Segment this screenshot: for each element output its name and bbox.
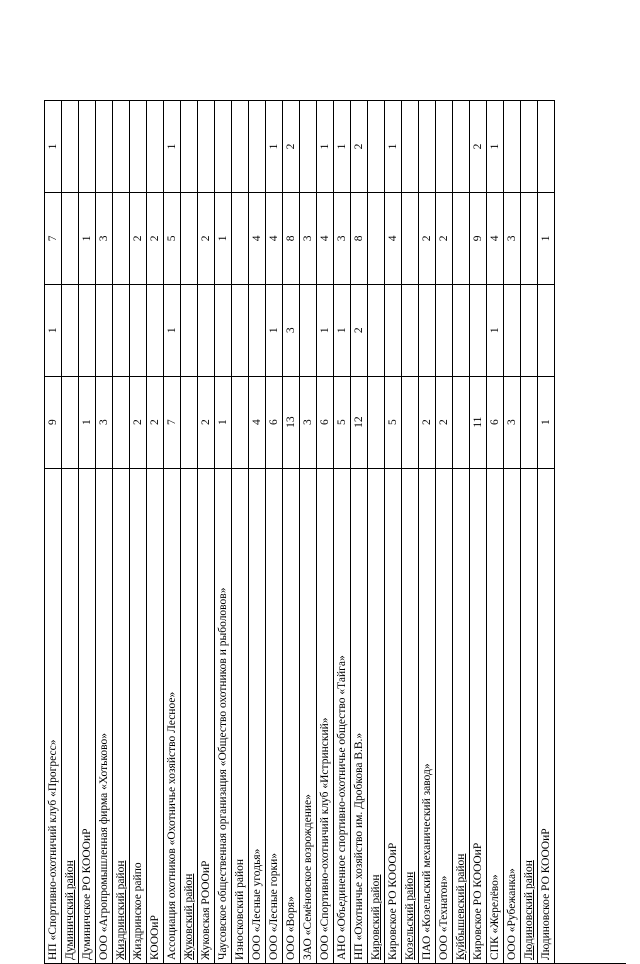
- value-cell-col3: [402, 192, 418, 284]
- value-cell-col3: 4: [487, 192, 503, 284]
- district-name-cell: Жиздринский район: [113, 468, 129, 963]
- district-name-cell: Куйбышевский район: [453, 468, 469, 963]
- organization-name-cell: Людиновское РО КОООиР: [538, 468, 554, 963]
- value-cell-col2: [538, 284, 554, 376]
- table-row: [487, 100, 504, 963]
- table-row: [351, 100, 368, 963]
- value-cell-col1: [181, 376, 197, 468]
- table-row: [504, 100, 521, 963]
- value-cell-col2: [130, 284, 146, 376]
- value-cell-col2: [521, 284, 537, 376]
- value-cell-col4: [113, 100, 129, 192]
- value-cell-col4: 1: [45, 100, 61, 192]
- value-cell-col1: 1: [79, 376, 95, 468]
- organization-name-cell: ООО «Лесные угодья»: [249, 468, 265, 963]
- value-cell-col4: [504, 100, 520, 192]
- table-row: [249, 100, 266, 963]
- value-cell-col2: [436, 284, 452, 376]
- value-cell-col1: 7: [164, 376, 180, 468]
- value-cell-col3: 5: [164, 192, 180, 284]
- district-name-cell: Людиновский район: [521, 468, 537, 963]
- organization-name-cell: Думиничское РО КОООиР: [79, 468, 95, 963]
- value-cell-col1: [521, 376, 537, 468]
- table-row: [283, 100, 300, 963]
- table-row: [45, 100, 62, 963]
- value-cell-col3: 3: [504, 192, 520, 284]
- value-cell-col3: [62, 192, 78, 284]
- value-cell-col4: [79, 100, 95, 192]
- value-cell-col4: 2: [470, 100, 486, 192]
- value-cell-col1: 1: [215, 376, 231, 468]
- organization-name-cell: ООО «Воря»: [283, 468, 299, 963]
- table-row: [334, 100, 351, 963]
- value-cell-col2: [368, 284, 384, 376]
- district-header-row: [521, 100, 538, 963]
- value-cell-col1: [113, 376, 129, 468]
- value-cell-col4: 1: [164, 100, 180, 192]
- value-cell-col1: 9: [45, 376, 61, 468]
- value-cell-col2: [385, 284, 401, 376]
- organization-name-cell: ООО «Технатон»: [436, 468, 452, 963]
- organization-name-cell: ПАО «Козельский механический завод»: [419, 468, 435, 963]
- value-cell-col4: 1: [317, 100, 333, 192]
- table-row: [232, 100, 249, 963]
- value-cell-col1: 2: [436, 376, 452, 468]
- value-cell-col4: [300, 100, 316, 192]
- value-cell-col2: [504, 284, 520, 376]
- value-cell-col1: 5: [334, 376, 350, 468]
- organization-name-cell: ООО «Рубежанка»: [504, 468, 520, 963]
- table-row: [419, 100, 436, 963]
- value-cell-col4: [419, 100, 435, 192]
- organization-name-cell: ООО «Лесные горки»: [266, 468, 282, 963]
- value-cell-col2: [79, 284, 95, 376]
- organization-name-cell: ЗАО «Семёновское возрождение»: [300, 468, 316, 963]
- value-cell-col4: [147, 100, 163, 192]
- organization-name-cell: Жуковская РОООиР: [198, 468, 214, 963]
- value-cell-col2: [300, 284, 316, 376]
- value-cell-col4: 1: [266, 100, 282, 192]
- value-cell-col3: 3: [96, 192, 112, 284]
- value-cell-col3: 1: [538, 192, 554, 284]
- value-cell-col2: 2: [351, 284, 367, 376]
- value-cell-col3: 8: [351, 192, 367, 284]
- value-cell-col3: 1: [79, 192, 95, 284]
- value-cell-col1: 6: [266, 376, 282, 468]
- value-cell-col2: [147, 284, 163, 376]
- organization-name-cell: ООО «Агропромышленная фирма «Хотьково»: [96, 468, 112, 963]
- value-cell-col3: 4: [266, 192, 282, 284]
- value-cell-col1: [368, 376, 384, 468]
- value-cell-col2: 1: [45, 284, 61, 376]
- organization-name-cell: Чаусовское общественная организация «Общество охотников и рыболовов»: [215, 468, 231, 963]
- district-header-row: [113, 100, 130, 963]
- value-cell-col2: 3: [283, 284, 299, 376]
- table-row: [317, 100, 334, 963]
- value-cell-col2: [249, 284, 265, 376]
- value-cell-col3: 2: [147, 192, 163, 284]
- value-cell-col4: 1: [334, 100, 350, 192]
- value-cell-col3: 4: [249, 192, 265, 284]
- value-cell-col2: [113, 284, 129, 376]
- value-cell-col1: 11: [470, 376, 486, 468]
- table-row: [130, 100, 147, 963]
- value-cell-col3: [181, 192, 197, 284]
- value-cell-col4: 2: [351, 100, 367, 192]
- organization-name-cell: Кировское РО КОООиР: [470, 468, 486, 963]
- value-cell-col2: 1: [266, 284, 282, 376]
- value-cell-col3: 7: [45, 192, 61, 284]
- value-cell-col4: [453, 100, 469, 192]
- value-cell-col2: 1: [317, 284, 333, 376]
- value-cell-col1: 13: [283, 376, 299, 468]
- value-cell-col3: 2: [198, 192, 214, 284]
- table-row: [385, 100, 402, 963]
- value-cell-col3: [232, 192, 248, 284]
- value-cell-col2: 1: [334, 284, 350, 376]
- district-name-cell: Думиничский район: [62, 468, 78, 963]
- organization-name-cell: НП «Охотничье хозяйство им. Дробкова В.В.»: [351, 468, 367, 963]
- value-cell-col3: [521, 192, 537, 284]
- value-cell-col1: [62, 376, 78, 468]
- value-cell-col2: [232, 284, 248, 376]
- value-cell-col1: 3: [504, 376, 520, 468]
- value-cell-col4: [96, 100, 112, 192]
- value-cell-col3: 4: [317, 192, 333, 284]
- value-cell-col1: 4: [249, 376, 265, 468]
- value-cell-col4: 1: [385, 100, 401, 192]
- value-cell-col4: [232, 100, 248, 192]
- value-cell-col4: [249, 100, 265, 192]
- value-cell-col1: [453, 376, 469, 468]
- value-cell-col4: [198, 100, 214, 192]
- value-cell-col1: 5: [385, 376, 401, 468]
- table-row: [164, 100, 181, 963]
- value-cell-col1: 3: [96, 376, 112, 468]
- organization-name-cell: Кировское РО КОООиР: [385, 468, 401, 963]
- value-cell-col4: [130, 100, 146, 192]
- table-row: [147, 100, 164, 963]
- value-cell-col3: 3: [300, 192, 316, 284]
- value-cell-col1: 2: [198, 376, 214, 468]
- organization-name-cell: КОООиР: [147, 468, 163, 963]
- value-cell-col1: 2: [147, 376, 163, 468]
- value-cell-col4: [215, 100, 231, 192]
- table-row: [215, 100, 232, 963]
- value-cell-col2: [402, 284, 418, 376]
- value-cell-col3: 9: [470, 192, 486, 284]
- value-cell-col4: 1: [487, 100, 503, 192]
- value-cell-col1: [232, 376, 248, 468]
- value-cell-col4: [521, 100, 537, 192]
- value-cell-col4: [402, 100, 418, 192]
- value-cell-col4: [436, 100, 452, 192]
- district-name-cell: Кировский район: [368, 468, 384, 963]
- district-header-row: [453, 100, 470, 963]
- table-row: [436, 100, 453, 963]
- value-cell-col3: [453, 192, 469, 284]
- value-cell-col4: [368, 100, 384, 192]
- value-cell-col2: [62, 284, 78, 376]
- value-cell-col4: [181, 100, 197, 192]
- value-cell-col1: 6: [487, 376, 503, 468]
- value-cell-col4: [62, 100, 78, 192]
- value-cell-col1: 2: [419, 376, 435, 468]
- hunting-organizations-table: [44, 100, 626, 964]
- value-cell-col3: [368, 192, 384, 284]
- table-row: [538, 100, 555, 963]
- organization-name-cell: ООО «Спортивно-охотничий клуб «Истринский»: [317, 468, 333, 963]
- district-header-row: [368, 100, 385, 963]
- value-cell-col3: 2: [436, 192, 452, 284]
- value-cell-col1: 12: [351, 376, 367, 468]
- value-cell-col3: 8: [283, 192, 299, 284]
- value-cell-col4: 2: [283, 100, 299, 192]
- value-cell-col1: [402, 376, 418, 468]
- organization-name-cell: Жиздринское райпо: [130, 468, 146, 963]
- value-cell-col2: [96, 284, 112, 376]
- value-cell-col2: [453, 284, 469, 376]
- value-cell-col2: [215, 284, 231, 376]
- value-cell-col2: [198, 284, 214, 376]
- table-row: [266, 100, 283, 963]
- table-row: [300, 100, 317, 963]
- value-cell-col1: 2: [130, 376, 146, 468]
- value-cell-col3: 2: [419, 192, 435, 284]
- organization-name-cell: СПК «Жерелёво»: [487, 468, 503, 963]
- value-cell-col2: 1: [164, 284, 180, 376]
- value-cell-col1: 3: [300, 376, 316, 468]
- table-row: [198, 100, 215, 963]
- district-header-row: [62, 100, 79, 963]
- value-cell-col3: 1: [215, 192, 231, 284]
- value-cell-col4: [538, 100, 554, 192]
- organization-name-cell: НП «Спортивно-охотничий клуб «Прогресс»: [45, 468, 61, 963]
- table-row: [79, 100, 96, 963]
- value-cell-col3: 2: [130, 192, 146, 284]
- table-row: [96, 100, 113, 963]
- value-cell-col1: 6: [317, 376, 333, 468]
- value-cell-col3: [113, 192, 129, 284]
- organization-name-cell: АНО «Объединенное спортивно-охотничье общество «Тайга»: [334, 468, 350, 963]
- value-cell-col3: 3: [334, 192, 350, 284]
- organization-name-cell: Износковский район: [232, 468, 248, 963]
- value-cell-col3: 4: [385, 192, 401, 284]
- value-cell-col2: [181, 284, 197, 376]
- district-header-row: [402, 100, 419, 963]
- value-cell-col1: 1: [538, 376, 554, 468]
- value-cell-col2: [470, 284, 486, 376]
- organization-name-cell: Ассоциация охотников «Охотничье хозяйство Лесное»: [164, 468, 180, 963]
- table-row: [470, 100, 487, 963]
- district-name-cell: Жуковский район: [181, 468, 197, 963]
- value-cell-col2: [419, 284, 435, 376]
- district-name-cell: Козельский район: [402, 468, 418, 963]
- value-cell-col2: 1: [487, 284, 503, 376]
- district-header-row: [181, 100, 198, 963]
